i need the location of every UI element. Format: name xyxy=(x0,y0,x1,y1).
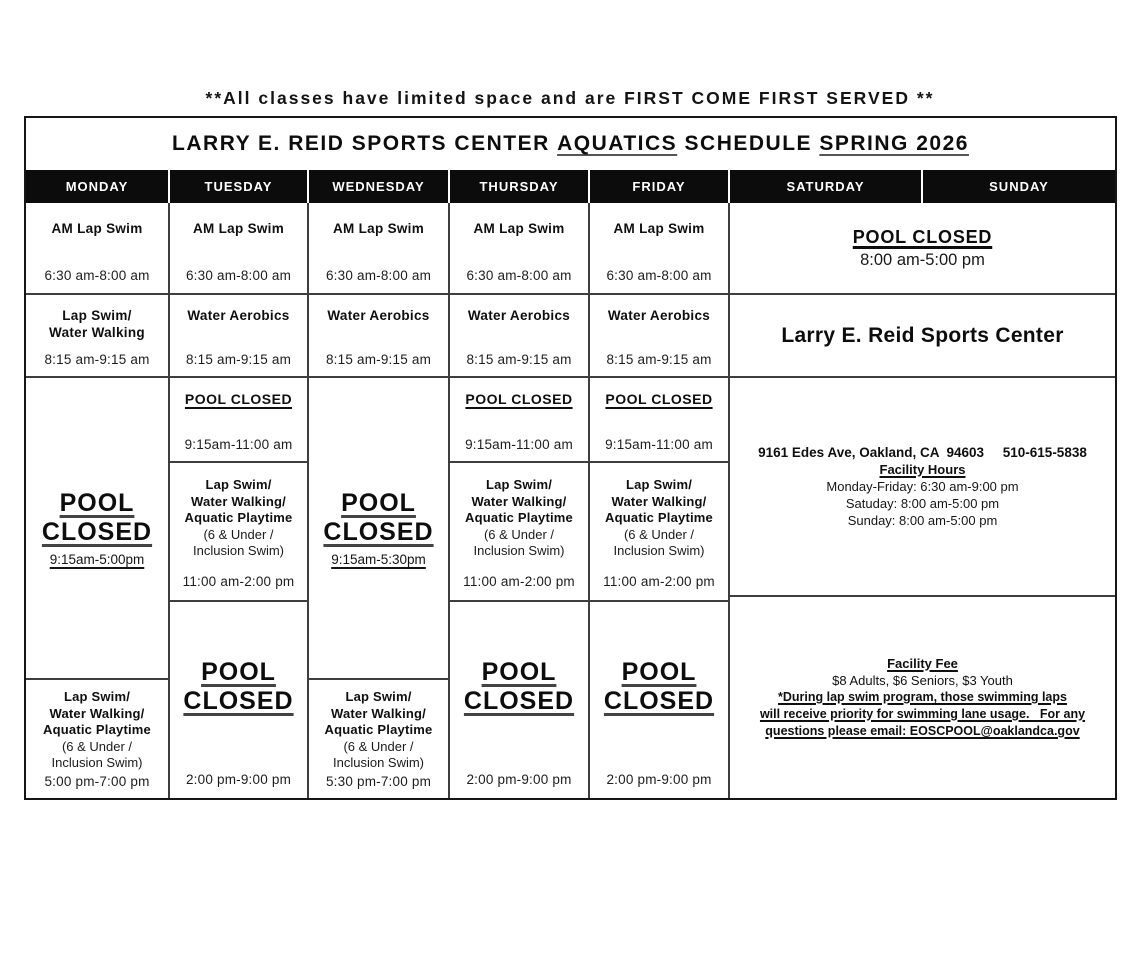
program-title: Water Aerobics xyxy=(467,308,571,323)
time-label: 11:00 am-2:00 pm xyxy=(603,574,715,589)
facility-fee-cell xyxy=(730,595,1115,798)
program-subtitle-line: (6 & Under / xyxy=(203,526,274,542)
program-title-line: Water Walking/ xyxy=(330,705,426,721)
title-aquatics: AQUATICS xyxy=(557,132,678,155)
time-label: 9:15am-11:00 am xyxy=(605,437,713,452)
pool-closed-word: POOL xyxy=(341,489,416,517)
friday-pool-closed-am-cell xyxy=(590,376,728,461)
program-title: Water Aerobics xyxy=(187,308,290,323)
time-label: 6:30 am-8:00 am xyxy=(325,268,432,283)
program-title xyxy=(43,689,151,772)
monday-morning-cell xyxy=(26,293,168,376)
thursday-water-aerobics-cell xyxy=(450,293,588,376)
tuesday-column xyxy=(168,203,307,798)
pool-closed-word: POOL xyxy=(481,658,557,686)
pool-closed-word: CLOSED xyxy=(183,687,294,715)
time-label: 8:15 am-9:15 am xyxy=(466,352,572,367)
time-label: 9:15am-5:30pm xyxy=(331,552,426,567)
time-label: 11:00 am-2:00 pm xyxy=(182,574,295,589)
facility-fee-label: Facility Fee xyxy=(887,656,958,671)
sports-center-name-cell: Larry E. Reid Sports Center xyxy=(730,293,1115,376)
program-title-line: Water Walking/ xyxy=(611,493,707,509)
tuesday-water-aerobics-cell xyxy=(170,293,307,376)
monday-evening-cell xyxy=(26,678,168,798)
pool-closed-heading-wrap xyxy=(604,602,714,772)
program-title-line: Lap Swim/ xyxy=(485,477,553,492)
thursday-column xyxy=(448,203,588,798)
program-subtitle-line: (6 & Under / xyxy=(483,526,555,542)
note-line: *During lap swim program, those swimming laps xyxy=(778,690,1067,704)
wednesday-water-aerobics-cell xyxy=(309,293,448,376)
facility-hours-saturday: Satuday: 8:00 am-5:00 pm xyxy=(845,496,1000,511)
day-header-tuesday: TUESDAY xyxy=(168,170,307,203)
program-title: AM Lap Swim xyxy=(51,221,143,236)
facility-info-cell xyxy=(730,376,1115,595)
weekend-pool-closed-cell xyxy=(730,203,1115,293)
time-label: 9:15am-11:00 am xyxy=(184,437,293,452)
program-title-line: Aquatic Playtime xyxy=(43,722,151,737)
friday-pool-closed-pm-cell xyxy=(590,600,728,798)
facility-hours-sunday: Sunday: 8:00 am-5:00 pm xyxy=(847,513,998,528)
program-subtitle-line: (6 & Under / xyxy=(343,738,414,754)
program-title-line: Aquatic Playtime xyxy=(465,510,573,525)
program-title: Water Aerobics xyxy=(607,308,711,323)
facility-hours-weekday: Monday-Friday: 6:30 am-9:00 pm xyxy=(826,479,1019,494)
program-title: AM Lap Swim xyxy=(473,221,565,236)
program-subtitle-line: Inclusion Swim) xyxy=(473,543,565,558)
program-title: AM Lap Swim xyxy=(332,221,425,236)
pool-closed-word: CLOSED xyxy=(603,687,715,715)
day-header-thursday: THURSDAY xyxy=(448,170,588,203)
program-subtitle-line: Inclusion Swim) xyxy=(192,543,285,558)
monday-pool-closed-cell xyxy=(26,376,168,678)
time-label: 11:00 am-2:00 pm xyxy=(463,574,575,589)
program-title-line: Lap Swim/ xyxy=(62,308,132,323)
day-header-monday: MONDAY xyxy=(65,179,129,194)
pool-closed-label: POOL CLOSED xyxy=(852,226,993,247)
time-label: 2:00 pm-9:00 pm xyxy=(606,772,712,787)
friday-water-aerobics-cell xyxy=(590,293,728,376)
pool-closed-heading xyxy=(323,489,433,547)
title-part: LARRY E. REID SPORTS CENTER xyxy=(172,132,558,155)
time-label: 9:15am-11:00 am xyxy=(465,437,573,452)
program-title-line: Aquatic Playtime xyxy=(184,510,293,525)
wednesday-am-lap-swim-cell xyxy=(309,203,448,293)
program-title-line: Lap Swim/ xyxy=(63,689,131,704)
friday-column xyxy=(588,203,728,798)
time-label: 8:00 am-5:00 pm xyxy=(860,250,985,269)
thursday-pool-closed-pm-cell xyxy=(450,600,588,798)
time-label: 6:30 am-8:00 am xyxy=(44,268,150,283)
thursday-am-lap-swim-cell xyxy=(450,203,588,293)
friday-am-lap-swim-cell xyxy=(590,203,728,293)
tuesday-am-lap-swim-cell xyxy=(170,203,307,293)
time-label: 6:30 am-8:00 am xyxy=(185,268,292,283)
program-title-line: Aquatic Playtime xyxy=(605,510,713,525)
pool-closed-label: POOL CLOSED xyxy=(605,391,713,407)
pool-closed-label: POOL CLOSED xyxy=(465,391,573,407)
pool-closed-word: CLOSED xyxy=(323,518,434,546)
time-label: 2:00 pm-9:00 pm xyxy=(466,772,572,787)
program-subtitle-line: Inclusion Swim) xyxy=(613,543,705,558)
wednesday-evening-cell xyxy=(309,678,448,798)
program-title xyxy=(465,477,573,560)
program-title xyxy=(605,477,713,560)
program-title: Water Aerobics xyxy=(327,308,430,323)
title-part: SCHEDULE xyxy=(677,132,820,155)
program-title: AM Lap Swim xyxy=(192,221,285,236)
limited-space-note: **All classes have limited space and are FIRST COME FIRST SERVED ** xyxy=(205,88,935,108)
day-header-sunday: SUNDAY xyxy=(921,170,1115,203)
pool-closed-heading xyxy=(42,489,152,547)
pool-closed-heading xyxy=(183,658,293,716)
time-label: 9:15am-5:00pm xyxy=(49,552,145,567)
day-header-saturday: SATURDAY xyxy=(728,170,921,203)
wednesday-pool-closed-cell xyxy=(309,376,448,678)
monday-am-lap-swim-cell xyxy=(26,203,168,293)
title-season: SPRING 2026 xyxy=(819,132,969,155)
program-title-line: Aquatic Playtime xyxy=(324,722,433,737)
time-label: 5:30 pm-7:00 pm xyxy=(325,774,432,789)
program-title-line: Lap Swim/ xyxy=(625,477,693,492)
time-label: 8:15 am-9:15 am xyxy=(185,352,292,367)
program-title-line: Water Walking/ xyxy=(471,493,567,509)
day-header-friday: FRIDAY xyxy=(588,170,728,203)
day-header-wednesday: WEDNESDAY xyxy=(307,170,448,203)
tuesday-pool-closed-am-cell xyxy=(170,376,307,461)
note-line: will receive priority for swimming lane usage. For any xyxy=(759,707,1086,721)
program-title-line: Water Walking xyxy=(49,325,145,340)
program-title xyxy=(325,689,433,772)
time-label: 8:15 am-9:15 am xyxy=(325,352,432,367)
lap-swim-priority-note xyxy=(760,689,1085,740)
monday-column xyxy=(26,203,168,798)
program-title-line: Water Walking/ xyxy=(49,705,145,721)
program-title xyxy=(185,477,293,560)
pool-closed-heading xyxy=(604,658,714,716)
weekend-column xyxy=(728,203,1115,798)
program-title-line: Water Walking/ xyxy=(190,493,286,509)
friday-midday-cell xyxy=(590,461,728,600)
pool-closed-word: CLOSED xyxy=(41,518,153,546)
pool-closed-word: CLOSED xyxy=(463,687,575,715)
schedule-body xyxy=(26,203,1115,798)
program-title-line: Lap Swim/ xyxy=(205,477,272,492)
address-and-phone: 9161 Edes Ave, Oakland, CA 94603 510-615-5838 xyxy=(758,445,1087,460)
time-label: 6:30 am-8:00 am xyxy=(466,268,572,283)
time-label: 5:00 pm-7:00 pm xyxy=(44,774,150,789)
facility-fee-prices: $8 Adults, $6 Seniors, $3 Youth xyxy=(832,673,1013,688)
program-subtitle-line: (6 & Under / xyxy=(623,526,695,542)
pool-closed-word: POOL xyxy=(201,658,276,686)
time-label: 2:00 pm-9:00 pm xyxy=(185,772,292,787)
pool-closed-heading-wrap xyxy=(464,602,574,772)
program-subtitle-line: Inclusion Swim) xyxy=(332,755,425,770)
program-title xyxy=(49,307,145,341)
tuesday-midday-cell xyxy=(170,461,307,600)
pool-closed-word: POOL xyxy=(59,489,135,517)
note-line: questions please email: EOSCPOOL@oaklandca.gov xyxy=(765,724,1080,738)
aquatics-schedule-table xyxy=(24,116,1117,800)
time-label: 8:15 am-9:15 am xyxy=(606,352,712,367)
schedule-title xyxy=(26,118,1115,170)
pool-closed-word: POOL xyxy=(621,658,697,686)
wednesday-column xyxy=(307,203,448,798)
pool-closed-heading xyxy=(464,658,574,716)
day-header-row xyxy=(26,170,1115,203)
program-title: AM Lap Swim xyxy=(613,221,705,236)
facility-hours-label: Facility Hours xyxy=(879,462,966,477)
thursday-pool-closed-am-cell xyxy=(450,376,588,461)
tuesday-pool-closed-pm-cell xyxy=(170,600,307,798)
pool-closed-heading-wrap xyxy=(183,602,293,772)
program-subtitle-line: (6 & Under / xyxy=(61,738,133,754)
program-subtitle-line: Inclusion Swim) xyxy=(51,755,143,770)
pool-closed-label: POOL CLOSED xyxy=(184,391,293,407)
time-label: 6:30 am-8:00 am xyxy=(606,268,712,283)
program-title-line: Lap Swim/ xyxy=(345,689,412,704)
time-label: 8:15 am-9:15 am xyxy=(44,352,150,367)
thursday-midday-cell xyxy=(450,461,588,600)
